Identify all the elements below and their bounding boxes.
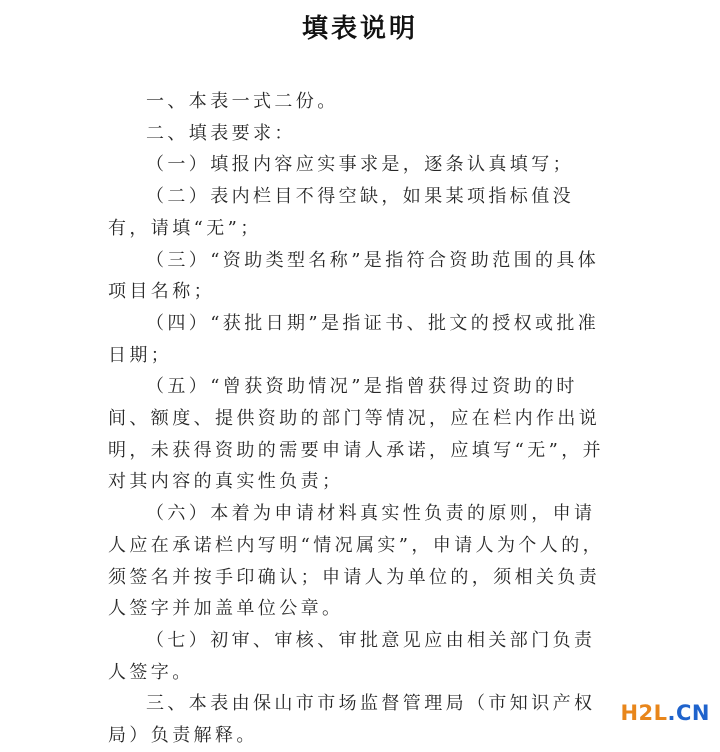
- paragraph-item-7: （七）初审、审核、审批意见应由相关部门负责人签字。: [108, 629, 596, 683]
- paragraph-item-5: （五）“曾获资助情况”是指曾获得过资助的时间、额度、提供资助的部门等情况，应在栏内作出说明，未获得资助的需要申请人承诺，应填写“无”，并对其内容的真实性负责；: [108, 376, 605, 493]
- paragraph-requirements-heading: 二、填表要求：: [146, 122, 296, 144]
- paragraph-item-1: （一）填报内容应实事求是，逐条认真填写；: [146, 154, 574, 176]
- document-title: 填表说明: [301, 14, 418, 44]
- paragraph-item-6: （六）本着为申请材料真实性负责的原则，申请人应在承诺栏内写明“情况属实”，申请人为个人的，须签名并按手印确认；申请人为单位的，须相关负责人签字并加盖单位公章。: [108, 503, 605, 620]
- paragraph-item-3: （三）“资助类型名称”是指符合资助范围的具体项目名称；: [108, 249, 600, 303]
- document-body: [108, 86, 616, 752]
- paragraph-item-2: （二）表内栏目不得空缺，如果某项指标值没有，请填“无”；: [108, 186, 574, 239]
- paragraph-copies: 一、本表一式二份。: [146, 91, 339, 112]
- paragraph-interpretation: 三、本表由保山市市场监督管理局（市知识产权局）负责解释。: [108, 693, 596, 747]
- paragraph-item-4: （四）“获批日期”是指证书、批文的授权或批准日期；: [108, 312, 600, 366]
- watermark-logo-main: H2L: [620, 701, 668, 725]
- watermark-logo: [620, 701, 710, 725]
- watermark-logo-suffix: .CN: [667, 701, 710, 725]
